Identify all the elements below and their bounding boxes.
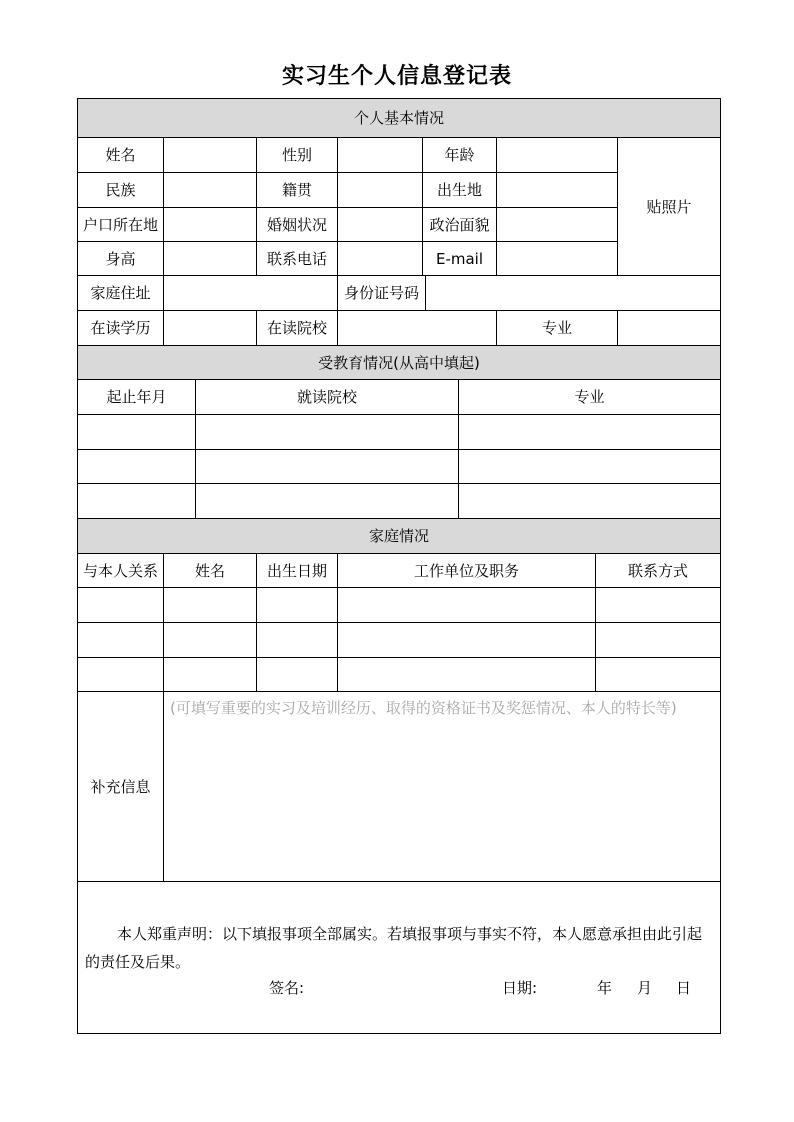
family-row-3-workplace[interactable]	[338, 658, 596, 692]
label-school: 在读院校	[257, 311, 338, 346]
family-header-birthdate: 出生日期	[257, 554, 338, 588]
registration-form	[77, 98, 721, 1034]
form-title: 实习生个人信息登记表	[281, 64, 512, 89]
edu-row-1-major[interactable]	[459, 415, 720, 450]
field-name[interactable]	[164, 138, 257, 173]
edu-row-2-major[interactable]	[459, 450, 720, 484]
date-month: 月	[637, 979, 653, 997]
field-major[interactable]	[618, 311, 720, 346]
family-row-2-workplace[interactable]	[338, 623, 596, 658]
section-header-basic: 个人基本情况	[78, 99, 720, 138]
field-native-place[interactable]	[338, 173, 423, 208]
declaration-section	[78, 882, 720, 1033]
edu-header-school: 就读院校	[196, 380, 459, 415]
family-row-1-name[interactable]	[164, 588, 257, 623]
field-gender[interactable]	[338, 138, 423, 173]
family-row-1-birthdate[interactable]	[257, 588, 338, 623]
label-native-place: 籍贯	[257, 173, 338, 208]
field-height[interactable]	[164, 242, 257, 276]
edu-header-period: 起止年月	[78, 380, 196, 415]
label-major: 专业	[497, 311, 618, 346]
family-row-2-contact[interactable]	[596, 623, 720, 658]
family-row-1-workplace[interactable]	[338, 588, 596, 623]
edu-row-2-school[interactable]	[196, 450, 459, 484]
section-header-education: 受教育情况(从高中填起)	[78, 346, 720, 380]
field-phone[interactable]	[338, 242, 423, 276]
label-address: 家庭住址	[78, 276, 164, 311]
supplement-hint: (可填写重要的实习及培训经历、取得的资格证书及奖惩情况、本人的特长等)	[170, 699, 677, 717]
edu-row-3-school[interactable]	[196, 484, 459, 519]
label-supplement: 补充信息	[78, 692, 164, 882]
declaration-text: 本人郑重声明：以下填报事项全部属实。若填报事项与事实不符，本人愿意承担由此引起的责任及后果。	[85, 925, 703, 971]
field-political[interactable]	[497, 208, 618, 242]
label-degree: 在读学历	[78, 311, 164, 346]
family-row-1-contact[interactable]	[596, 588, 720, 623]
field-degree[interactable]	[164, 311, 257, 346]
label-id-number: 身份证号码	[338, 276, 426, 311]
photo-box[interactable]: 贴照片	[618, 138, 720, 276]
field-age[interactable]	[497, 138, 618, 173]
label-email: E-mail	[423, 242, 497, 276]
field-marital[interactable]	[338, 208, 423, 242]
edu-row-1-school[interactable]	[196, 415, 459, 450]
family-header-relation: 与本人关系	[78, 554, 164, 588]
edu-header-major: 专业	[459, 380, 720, 415]
field-email[interactable]	[497, 242, 618, 276]
edu-row-3-period[interactable]	[78, 484, 196, 519]
family-header-workplace: 工作单位及职务	[338, 554, 596, 588]
field-address[interactable]	[164, 276, 338, 311]
label-gender: 性别	[257, 138, 338, 173]
date-day: 日	[676, 979, 692, 997]
family-row-2-name[interactable]	[164, 623, 257, 658]
date-label: 日期:	[502, 979, 538, 997]
edu-row-2-period[interactable]	[78, 450, 196, 484]
label-name: 姓名	[78, 138, 164, 173]
edu-row-1-period[interactable]	[78, 415, 196, 450]
field-birthplace[interactable]	[497, 173, 618, 208]
family-row-3-contact[interactable]	[596, 658, 720, 692]
field-hukou[interactable]	[164, 208, 257, 242]
family-row-2-birthdate[interactable]	[257, 623, 338, 658]
family-row-3-name[interactable]	[164, 658, 257, 692]
label-hukou: 户口所在地	[78, 208, 164, 242]
label-age: 年龄	[423, 138, 497, 173]
family-row-3-birthdate[interactable]	[257, 658, 338, 692]
signature-label: 签名:	[269, 979, 305, 997]
label-political: 政治面貌	[423, 208, 497, 242]
family-header-name: 姓名	[164, 554, 257, 588]
family-row-2-relation[interactable]	[78, 623, 164, 658]
family-header-contact: 联系方式	[596, 554, 720, 588]
date-year: 年	[597, 979, 613, 997]
label-ethnicity: 民族	[78, 173, 164, 208]
field-ethnicity[interactable]	[164, 173, 257, 208]
family-row-3-relation[interactable]	[78, 658, 164, 692]
section-header-family: 家庭情况	[78, 519, 720, 554]
field-school[interactable]	[338, 311, 497, 346]
label-phone: 联系电话	[257, 242, 338, 276]
family-row-1-relation[interactable]	[78, 588, 164, 623]
field-id-number[interactable]	[426, 276, 720, 311]
label-birthplace: 出生地	[423, 173, 497, 208]
label-height: 身高	[78, 242, 164, 276]
edu-row-3-major[interactable]	[459, 484, 720, 519]
label-marital: 婚姻状况	[257, 208, 338, 242]
field-supplement[interactable]	[164, 692, 720, 882]
